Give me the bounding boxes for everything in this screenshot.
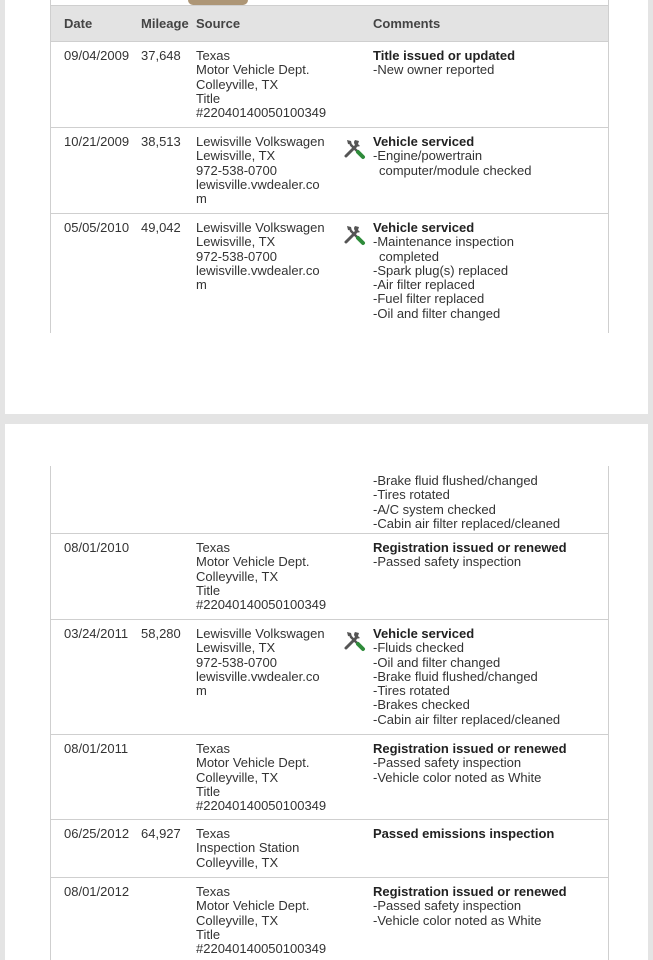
- source-line: Lewisville, TX: [196, 640, 276, 656]
- header-date: Date: [64, 16, 93, 31]
- source-line: Colleyville, TX: [196, 76, 279, 92]
- row-date: 08/01/2012: [64, 884, 130, 899]
- comment-item: -Fluids checked: [373, 640, 465, 656]
- source-line: Lewisville Volkswagen: [196, 220, 325, 235]
- row-comments: [373, 474, 605, 531]
- history-table-1: [50, 0, 609, 333]
- comment-title: Registration issued or renewed: [373, 741, 567, 756]
- source-line: Title: [196, 926, 221, 942]
- header-mileage: Mileage: [141, 16, 189, 31]
- source-line: Motor Vehicle Dept.: [196, 898, 310, 914]
- table-row: [51, 533, 608, 620]
- source-line: Texas: [196, 48, 230, 63]
- header-comments: Comments: [373, 16, 441, 31]
- comment-item: -Vehicle color noted as White: [373, 912, 542, 928]
- source-line: Motor Vehicle Dept.: [196, 62, 310, 78]
- comment-item: -Engine/powertrain: [373, 148, 483, 164]
- source-line: #22040140050100349: [196, 798, 327, 814]
- source-line: m: [196, 683, 207, 699]
- wrench-screwdriver-icon: [342, 628, 366, 652]
- source-line: #22040140050100349: [196, 597, 327, 613]
- row-mileage: 38,513: [141, 134, 181, 149]
- header-source: Source: [196, 16, 241, 31]
- row-mileage: 64,927: [141, 826, 181, 841]
- source-line: #22040140050100349: [196, 941, 327, 957]
- row-date: 03/24/2011: [64, 626, 129, 641]
- source-line: Title: [196, 90, 221, 106]
- comment-item: -Vehicle color noted as White: [373, 769, 542, 785]
- source-line: lewisville.vwdealer.co: [196, 176, 320, 192]
- comment-item: computer/module checked: [379, 162, 532, 178]
- row-source: [196, 827, 336, 870]
- source-line: Lewisville Volkswagen: [196, 626, 325, 641]
- comment-item: -Passed safety inspection: [373, 755, 522, 771]
- comment-item: completed: [379, 248, 439, 264]
- source-line: Colleyville, TX: [196, 912, 279, 928]
- source-line: Lewisville, TX: [196, 148, 276, 164]
- source-line: Title: [196, 783, 221, 799]
- source-line: Motor Vehicle Dept.: [196, 554, 310, 570]
- source-line: 972-538-0700: [196, 654, 277, 670]
- table-header: [51, 5, 608, 42]
- row-date: 06/25/2012: [64, 826, 130, 841]
- row-comments: [373, 885, 605, 928]
- table-row: [51, 213, 608, 333]
- source-line: lewisville.vwdealer.co: [196, 668, 320, 684]
- comment-item: -Passed safety inspection: [373, 898, 522, 914]
- comment-item: -Tires rotated: [373, 487, 450, 503]
- comment-item: -Air filter replaced: [373, 277, 475, 293]
- comment-item: -Tires rotated: [373, 683, 450, 699]
- comment-item: -Passed safety inspection: [373, 554, 522, 570]
- comment-item: -Maintenance inspection: [373, 234, 514, 250]
- row-mileage: 58,280: [141, 626, 181, 641]
- row-source: [196, 541, 336, 612]
- source-line: m: [196, 277, 207, 293]
- wrench-screwdriver-icon: [342, 222, 366, 246]
- row-source: [196, 49, 336, 120]
- comment-title: Registration issued or renewed: [373, 540, 567, 555]
- report-page-1: [5, 0, 648, 414]
- source-line: #22040140050100349: [196, 105, 327, 121]
- row-comments: [373, 135, 605, 178]
- table-row: [51, 41, 608, 128]
- source-line: 972-538-0700: [196, 162, 277, 178]
- row-source: [196, 221, 336, 292]
- row-comments: [373, 49, 605, 78]
- report-page-2: [5, 424, 648, 960]
- comment-title: Vehicle serviced: [373, 134, 475, 149]
- comment-item: -A/C system checked: [373, 501, 496, 517]
- comment-title: Passed emissions inspection: [373, 826, 555, 841]
- row-comments: [373, 627, 605, 727]
- row-source: [196, 135, 336, 206]
- comment-item: -Brakes checked: [373, 697, 470, 713]
- source-line: Lewisville, TX: [196, 234, 276, 250]
- source-line: Motor Vehicle Dept.: [196, 755, 310, 771]
- table-row: [51, 877, 608, 960]
- row-date: 09/04/2009: [64, 48, 130, 63]
- comment-item: -Fuel filter replaced: [373, 291, 485, 307]
- source-line: Colleyville, TX: [196, 568, 279, 584]
- row-comments: [373, 221, 605, 321]
- row-comments: [373, 742, 605, 785]
- comment-title: Vehicle serviced: [373, 220, 475, 235]
- source-line: Colleyville, TX: [196, 854, 279, 870]
- row-date: 10/21/2009: [64, 134, 130, 149]
- row-source: [196, 627, 336, 698]
- comment-item: -Oil and filter changed: [373, 305, 501, 321]
- row-date: 08/01/2010: [64, 540, 130, 555]
- comment-item: -Brake fluid flushed/changed: [373, 473, 538, 488]
- table-row: [51, 819, 608, 878]
- comment-item: -Cabin air filter replaced/cleaned: [373, 711, 561, 727]
- source-line: lewisville.vwdealer.co: [196, 262, 320, 278]
- source-line: Colleyville, TX: [196, 769, 279, 785]
- row-source: [196, 742, 336, 813]
- comment-item: -Spark plug(s) replaced: [373, 262, 509, 278]
- table-row: [51, 734, 608, 820]
- source-line: Lewisville Volkswagen: [196, 134, 325, 149]
- source-line: Texas: [196, 540, 230, 555]
- source-line: Texas: [196, 741, 230, 756]
- table-row: [51, 619, 608, 735]
- comment-title: Registration issued or renewed: [373, 884, 567, 899]
- comment-item: -Brake fluid flushed/changed: [373, 668, 538, 684]
- row-mileage: 37,648: [141, 48, 181, 63]
- source-line: 972-538-0700: [196, 248, 277, 264]
- source-line: Texas: [196, 884, 230, 899]
- source-line: Texas: [196, 826, 230, 841]
- row-date: 08/01/2011: [64, 741, 129, 756]
- source-line: m: [196, 191, 207, 207]
- comment-item: -New owner reported: [373, 62, 495, 78]
- row-mileage: 49,042: [141, 220, 181, 235]
- wrench-screwdriver-icon: [342, 136, 366, 160]
- source-line: Inspection Station: [196, 840, 300, 856]
- source-line: Title: [196, 582, 221, 598]
- row-comments: [373, 541, 605, 570]
- comment-item: -Cabin air filter replaced/cleaned: [373, 515, 561, 531]
- comment-title: Vehicle serviced: [373, 626, 475, 641]
- row-date: 05/05/2010: [64, 220, 130, 235]
- table-row: [51, 127, 608, 214]
- table-row: [51, 466, 608, 534]
- comment-title: Title issued or updated: [373, 48, 516, 63]
- row-source: [196, 885, 336, 956]
- comment-item: -Oil and filter changed: [373, 654, 501, 670]
- history-table-2: [50, 466, 609, 960]
- row-comments: [373, 827, 605, 841]
